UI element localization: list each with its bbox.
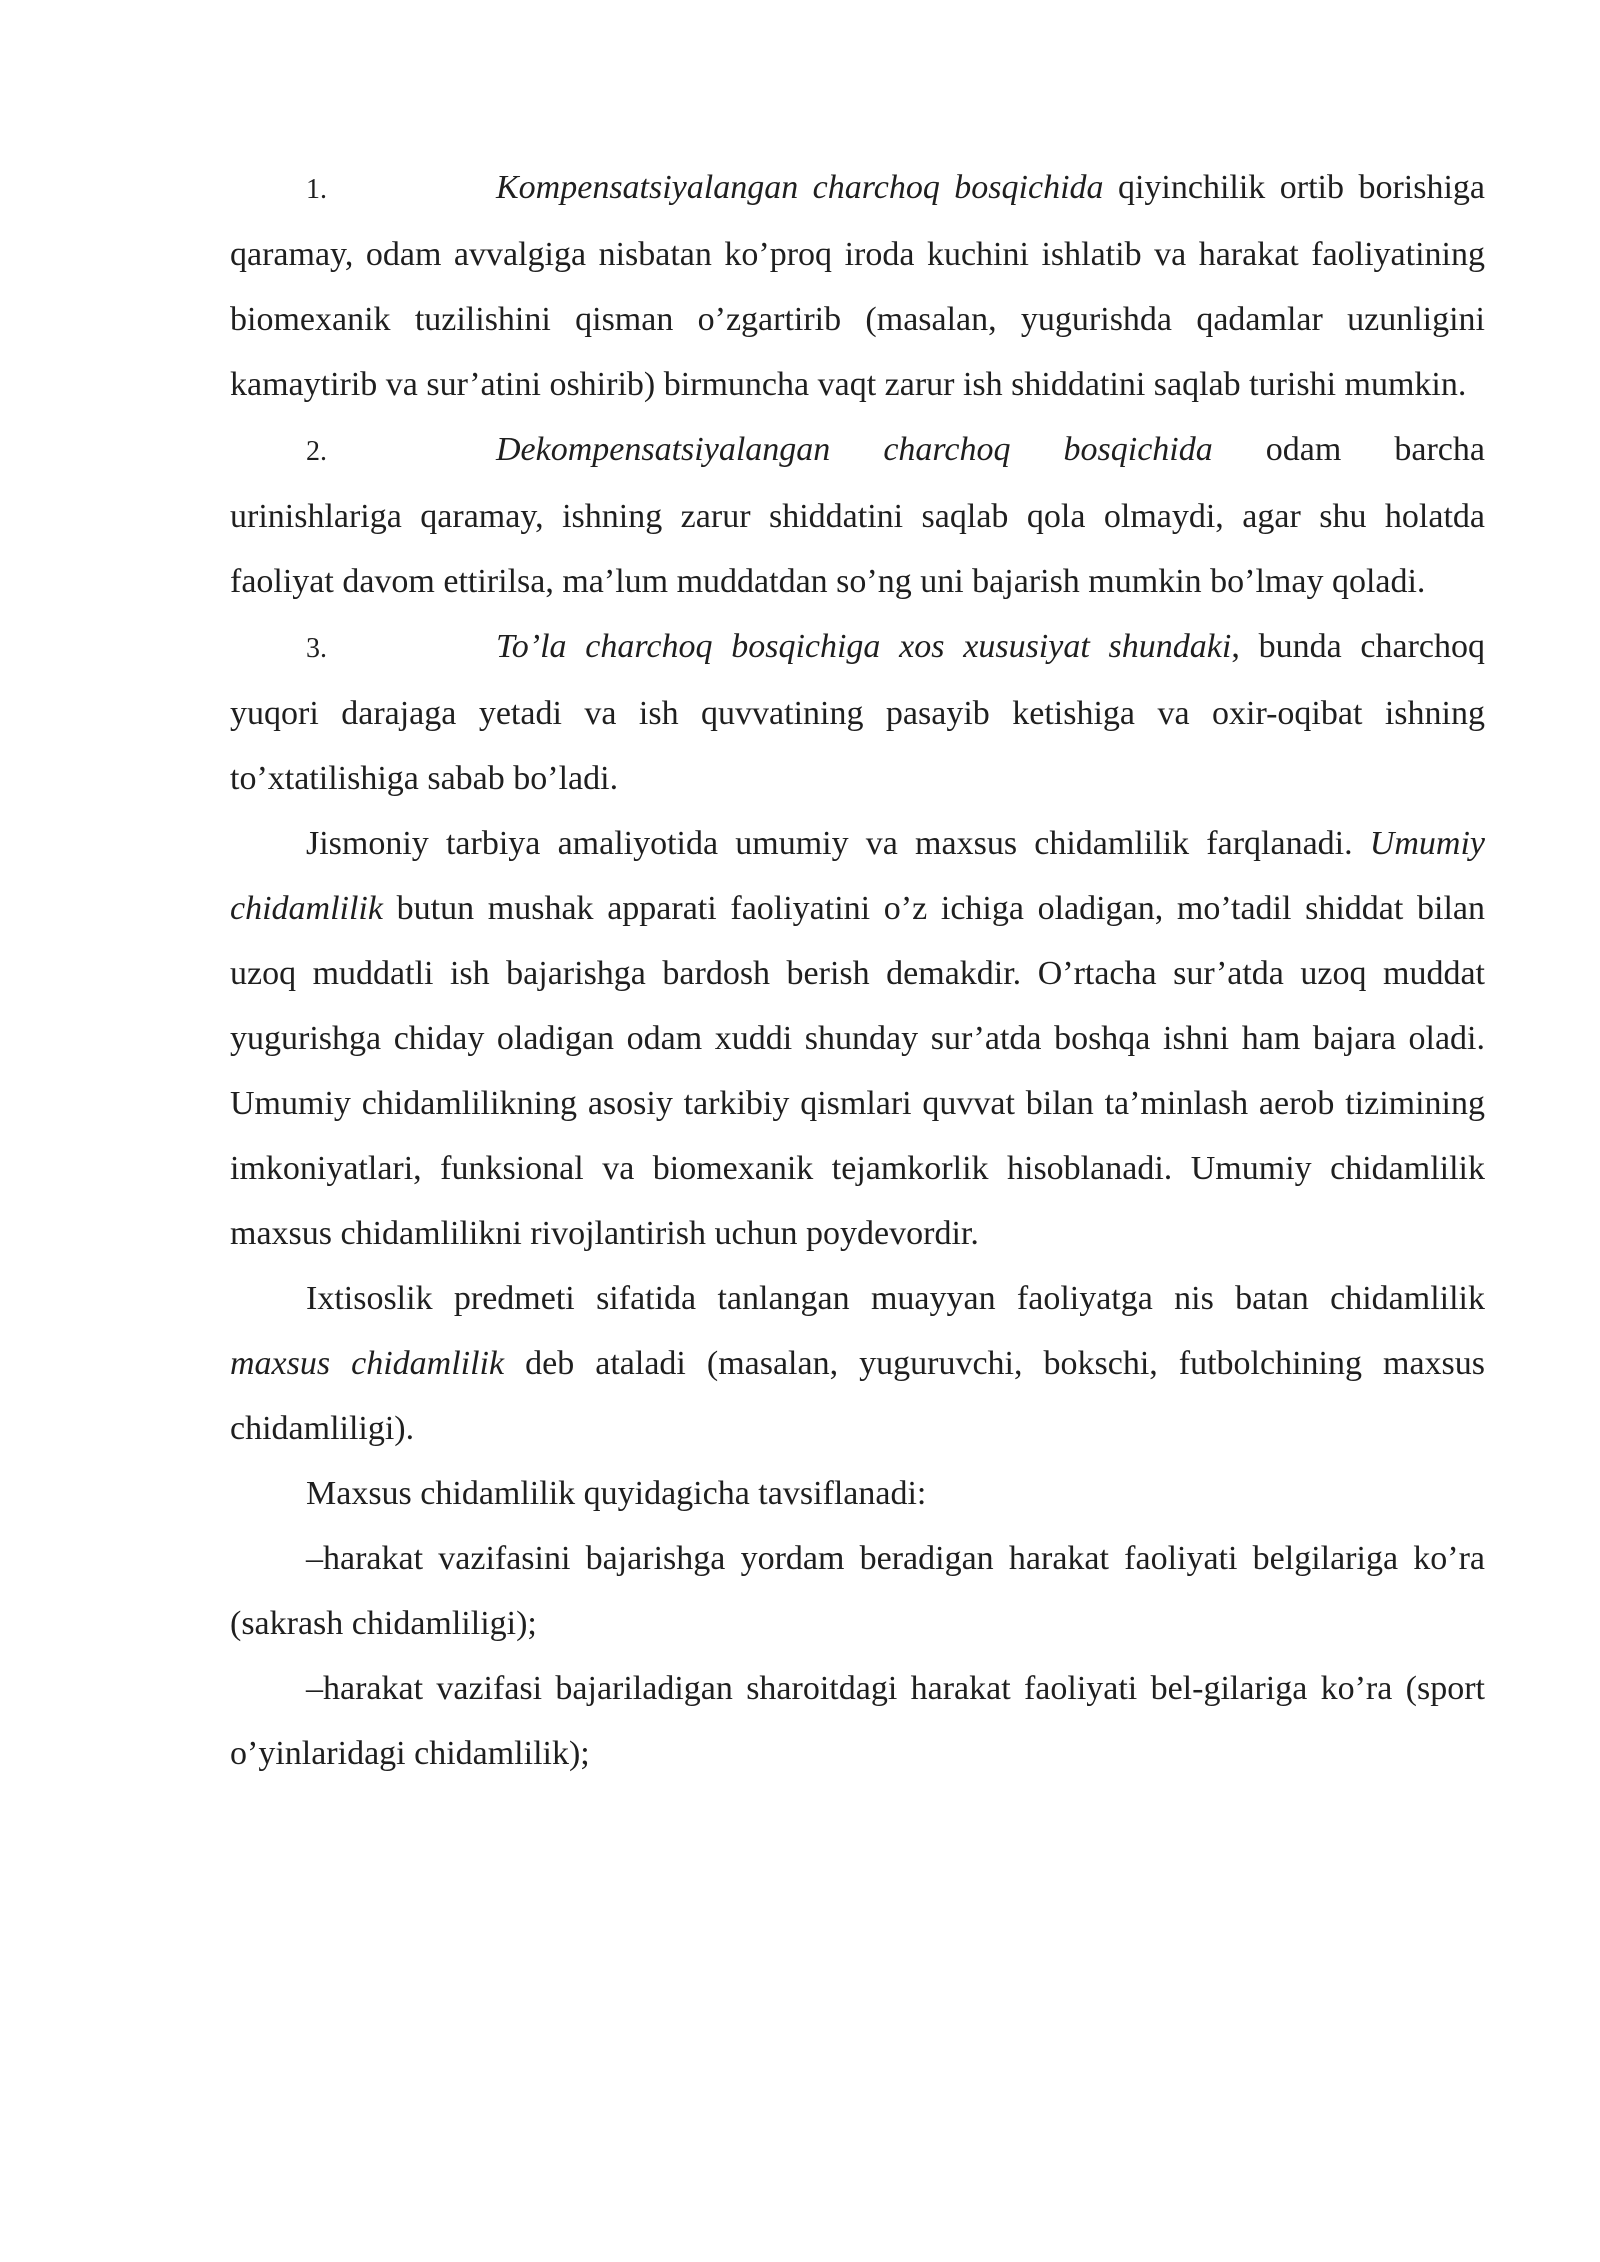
bullet-item-2: –harakat vazifasi bajariladigan sharoitdagi harakat faoliyati bel-gilariga ko’ra (sport o’yinlaridagi chidamlilik); — [230, 1670, 1485, 1772]
list-number: 1. — [306, 174, 327, 205]
italic-term: Umumiy chidamlilik — [230, 825, 1485, 927]
list-item-3 — [230, 614, 1485, 811]
italic-term: maxsus chidamlilik — [230, 1345, 505, 1382]
list-number: 2. — [306, 436, 327, 467]
list-item-2 — [230, 417, 1485, 614]
paragraph-general-endurance — [230, 811, 1485, 1266]
italic-term: Dekompensatsiyalangan charchoq bosqichida — [496, 431, 1213, 468]
list-item-text: odam barcha urinishlariga qaramay, ishning zarur shiddatini saqlab qola olmaydi, agar shu holatda faoliyat davom ettirilsa, ma’lum muddatdan so’ng uni bajarish mumkin bo’lmay qoladi. — [230, 431, 1485, 600]
paragraph-text: Ixtisoslik predmeti sifatida tanlangan muayyan faoliyatga nis batan chidamlilik — [306, 1280, 1485, 1317]
list-number: 3. — [306, 633, 327, 664]
list-item-1 — [230, 155, 1485, 417]
paragraph-text: butun mushak apparati faoliyatini o’z ichiga oladigan, mo’tadil shiddat bilan uzoq muddatli ish bajarishga bardosh berish demakdir. O’rtacha sur’atda uzoq muddat yugurishga chiday oladigan odam xuddi shunday sur’atda boshqa ishni ham bajara oladi. Umumiy chidamlilikning asosiy tarkibiy qismlari quvvat bilan ta’minlash aerob tizimining imkoniyatlari, funksional va biomexanik tejamkorlik hisoblanadi. Umumiy chidamlilik maxsus chidamlilikni rivojlantirish uchun poydevordir. — [230, 890, 1485, 1252]
paragraph-text: deb ataladi (masalan, yuguruvchi, bokschi, futbolchining maxsus chidamliligi). — [230, 1345, 1486, 1447]
paragraph-text: Jismoniy tarbiya amaliyotida umumiy va maxsus chidamlilik farqlanadi. — [306, 825, 1370, 862]
list-item-text: , bunda charchoq yuqori darajaga yetadi va ish quvvatining pasayib ketishiga va oxir-oqibat ishning to’xtatilishiga sabab bo’ladi. — [230, 628, 1485, 797]
bullet-item-1: –harakat vazifasini bajarishga yordam beradigan harakat faoliyati belgilariga ko’ra (sakrash chidamliligi); — [230, 1540, 1485, 1642]
list-item-text: qiyinchilik ortib borishiga qaramay, odam avvalgiga nisbatan ko’proq iroda kuchini ishlatib va harakat faoliyatining biomexanik tuzilishini qisman o’zgartirib (masalan, yugurishda qadamlar uzunligini kamaytirib va sur’atini oshirib) birmuncha vaqt zarur ish shiddatini saqlab turishi mumkin. — [230, 169, 1485, 403]
italic-term: To’la charchoq bosqichiga xos xususiyat shundaki — [496, 628, 1232, 665]
paragraph-special-endurance — [230, 1266, 1485, 1461]
italic-term: Kompensatsiyalangan charchoq bosqichida — [496, 169, 1104, 206]
paragraph-characterized: Maxsus chidamlilik quyidagicha tavsiflanadi: — [306, 1475, 927, 1512]
